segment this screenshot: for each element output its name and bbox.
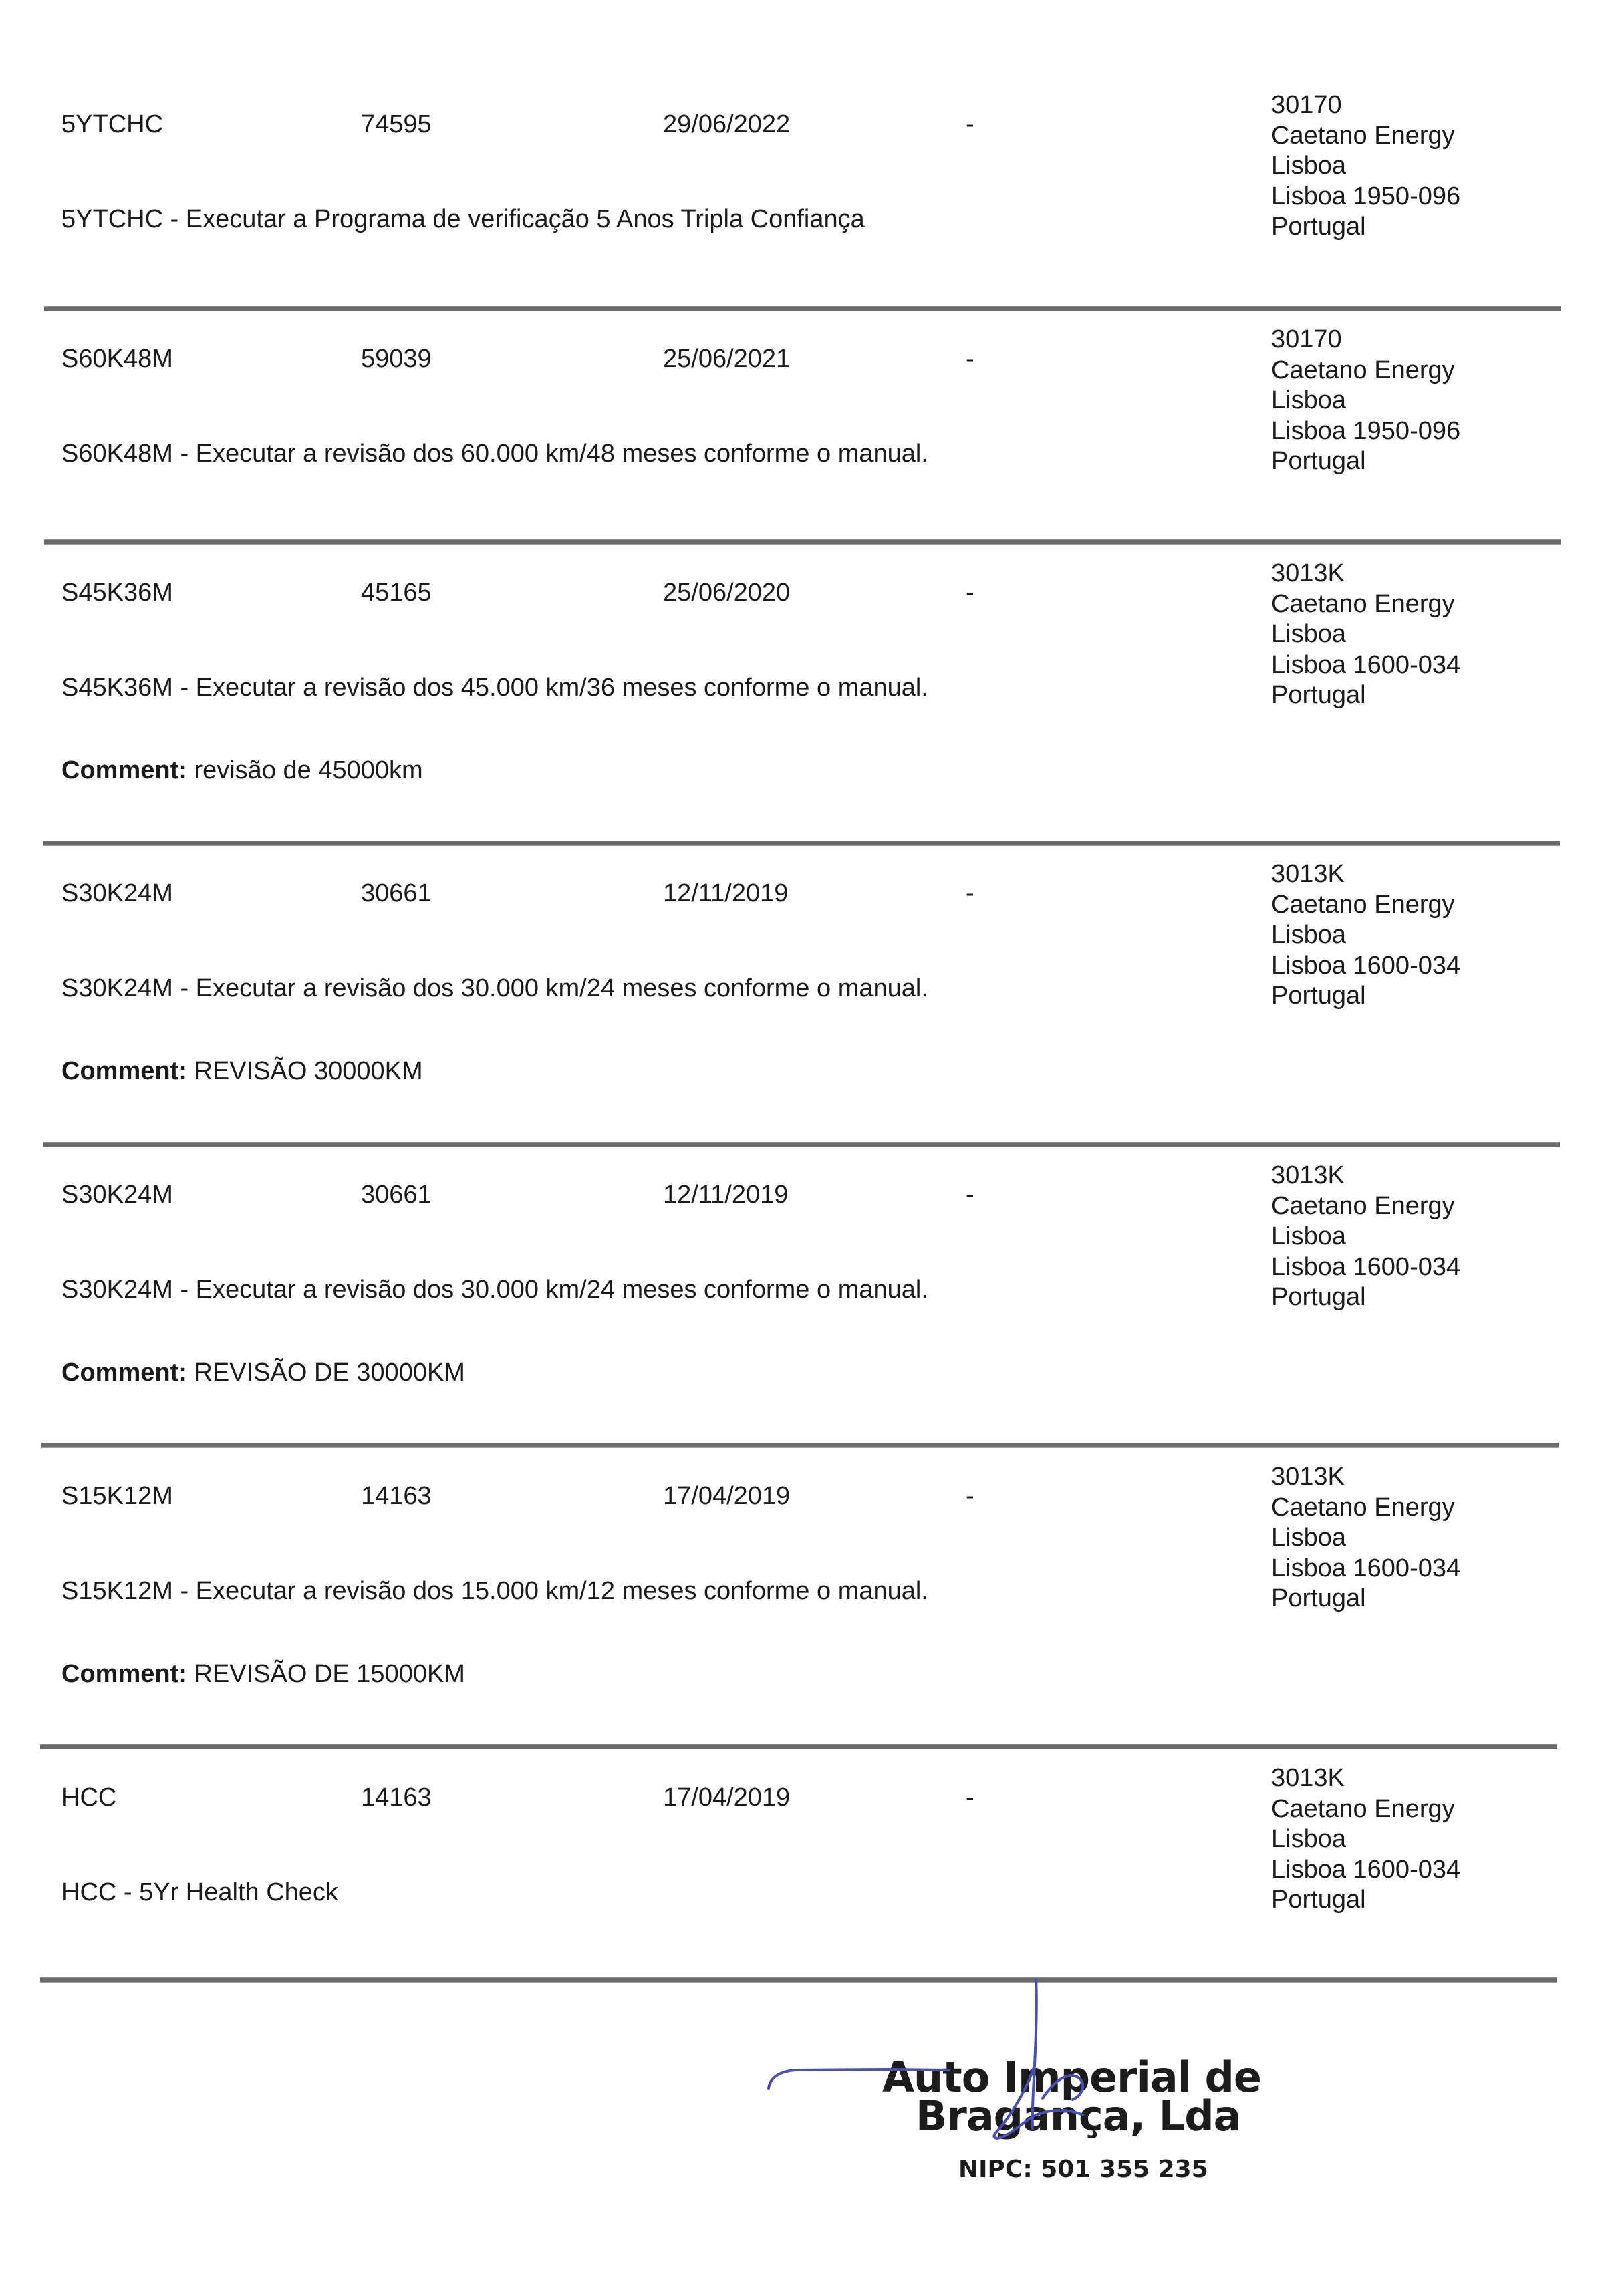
dealer-city: Lisboa (1271, 1825, 1346, 1853)
empty-value-dash: - (966, 1783, 974, 1812)
stamp-company-line1: Auto Imperial de (882, 2053, 1261, 2102)
service-date: 25/06/2021 (663, 345, 791, 373)
dealer-address (1271, 325, 1460, 477)
service-description: S45K36M - Executar a revisão dos 45.000 km/36 meses conforme o manual. (61, 674, 928, 702)
dealer-code: 3013K (1271, 559, 1345, 587)
dealer-city: Lisboa (1271, 1524, 1346, 1552)
dealer-country: Portugal (1271, 1283, 1366, 1311)
dealer-code: 3013K (1271, 860, 1345, 888)
record-divider (41, 1443, 1559, 1448)
dealer-address (1271, 1161, 1460, 1313)
empty-value-dash: - (966, 110, 974, 138)
stamp-nipc: NIPC: 501 355 235 (958, 2156, 1208, 2183)
comment-text: REVISÃO 30000KM (186, 1057, 423, 1085)
dealer-code: 3013K (1271, 1463, 1345, 1491)
mileage: 45165 (361, 579, 432, 607)
dealer-postcode: Lisboa 1600-034 (1271, 951, 1461, 980)
dealer-city: Lisboa (1271, 620, 1346, 648)
stamp-company-line2: Bragança, Lda (916, 2092, 1241, 2140)
dealer-address (1271, 559, 1460, 711)
dealer-name: Caetano Energy (1271, 589, 1455, 618)
service-code: S45K36M (61, 579, 173, 607)
mileage: 74595 (361, 110, 432, 138)
dealer-name: Caetano Energy (1271, 355, 1455, 384)
dealer-code: 30170 (1271, 325, 1342, 353)
dealer-name: Caetano Energy (1271, 890, 1455, 919)
empty-value-dash: - (966, 1181, 974, 1209)
record-divider (44, 306, 1561, 311)
dealer-postcode: Lisboa 1600-034 (1271, 1252, 1461, 1281)
comment-label: Comment: (61, 756, 187, 784)
dealer-city: Lisboa (1271, 921, 1346, 949)
dealer-postcode: Lisboa 1600-034 (1271, 1855, 1461, 1884)
service-code: S30K24M (61, 1181, 173, 1209)
dealer-country: Portugal (1271, 1584, 1366, 1612)
comment-label: Comment: (61, 1660, 187, 1688)
mileage: 59039 (361, 345, 432, 373)
dealer-address (1271, 1462, 1460, 1614)
empty-value-dash: - (966, 1482, 974, 1510)
service-comment (61, 1056, 423, 1087)
dealer-address (1271, 90, 1460, 243)
comment-label: Comment: (61, 1358, 187, 1387)
comment-label: Comment: (61, 1057, 187, 1085)
dealer-country: Portugal (1271, 212, 1366, 241)
service-comment (61, 755, 423, 786)
service-code: S15K12M (61, 1482, 173, 1510)
service-description: S30K24M - Executar a revisão dos 30.000 km/24 meses conforme o manual. (61, 1276, 928, 1304)
service-description: 5YTCHC - Executar a Programa de verificação 5 Anos Tripla Confiança (61, 205, 865, 233)
record-divider (44, 539, 1561, 545)
dealer-postcode: Lisboa 1950-096 (1271, 416, 1461, 445)
service-comment (61, 1357, 465, 1388)
comment-text: REVISÃO DE 30000KM (186, 1358, 465, 1387)
service-date: 17/04/2019 (663, 1783, 791, 1812)
dealer-name: Caetano Energy (1271, 1191, 1455, 1220)
handwritten-signature (749, 1978, 1216, 2178)
mileage: 30661 (361, 1181, 432, 1209)
dealer-city: Lisboa (1271, 386, 1346, 414)
service-comment (61, 1659, 465, 1689)
mileage: 30661 (361, 879, 432, 907)
service-code: HCC (61, 1783, 117, 1812)
service-description: S60K48M - Executar a revisão dos 60.000 km/48 meses conforme o manual. (61, 440, 928, 468)
dealer-country: Portugal (1271, 982, 1366, 1010)
dealer-code: 3013K (1271, 1764, 1345, 1792)
record-divider (43, 841, 1560, 846)
record-divider (43, 1142, 1560, 1147)
service-description: HCC - 5Yr Health Check (61, 1878, 338, 1906)
dealer-name: Caetano Energy (1271, 121, 1455, 150)
record-divider (40, 1744, 1557, 1749)
dealer-address (1271, 1763, 1460, 1916)
empty-value-dash: - (966, 879, 974, 907)
service-description: S15K12M - Executar a revisão dos 15.000 km/12 meses conforme o manual. (61, 1577, 928, 1605)
dealer-country: Portugal (1271, 447, 1366, 475)
dealer-country: Portugal (1271, 681, 1366, 709)
dealer-postcode: Lisboa 1950-096 (1271, 182, 1461, 210)
service-description: S30K24M - Executar a revisão dos 30.000 km/24 meses conforme o manual. (61, 974, 928, 1002)
mileage: 14163 (361, 1482, 432, 1510)
dealer-country: Portugal (1271, 1886, 1366, 1914)
dealer-code: 30170 (1271, 91, 1342, 119)
service-date: 12/11/2019 (663, 879, 789, 907)
dealer-name: Caetano Energy (1271, 1794, 1455, 1823)
dealer-postcode: Lisboa 1600-034 (1271, 650, 1461, 679)
service-date: 12/11/2019 (663, 1181, 789, 1209)
dealer-address (1271, 859, 1460, 1012)
mileage: 14163 (361, 1783, 432, 1812)
dealer-city: Lisboa (1271, 1222, 1346, 1250)
dealer-postcode: Lisboa 1600-034 (1271, 1554, 1461, 1582)
service-code: 5YTCHC (61, 110, 164, 138)
comment-text: REVISÃO DE 15000KM (186, 1660, 465, 1688)
dealer-code: 3013K (1271, 1161, 1345, 1189)
service-date: 25/06/2020 (663, 579, 791, 607)
dealer-city: Lisboa (1271, 152, 1346, 180)
service-date: 17/04/2019 (663, 1482, 791, 1510)
comment-text: revisão de 45000km (186, 756, 423, 784)
service-date: 29/06/2022 (663, 110, 791, 138)
empty-value-dash: - (966, 345, 974, 373)
service-code: S60K48M (61, 345, 173, 373)
empty-value-dash: - (966, 579, 974, 607)
dealer-name: Caetano Energy (1271, 1493, 1455, 1522)
service-code: S30K24M (61, 879, 173, 907)
